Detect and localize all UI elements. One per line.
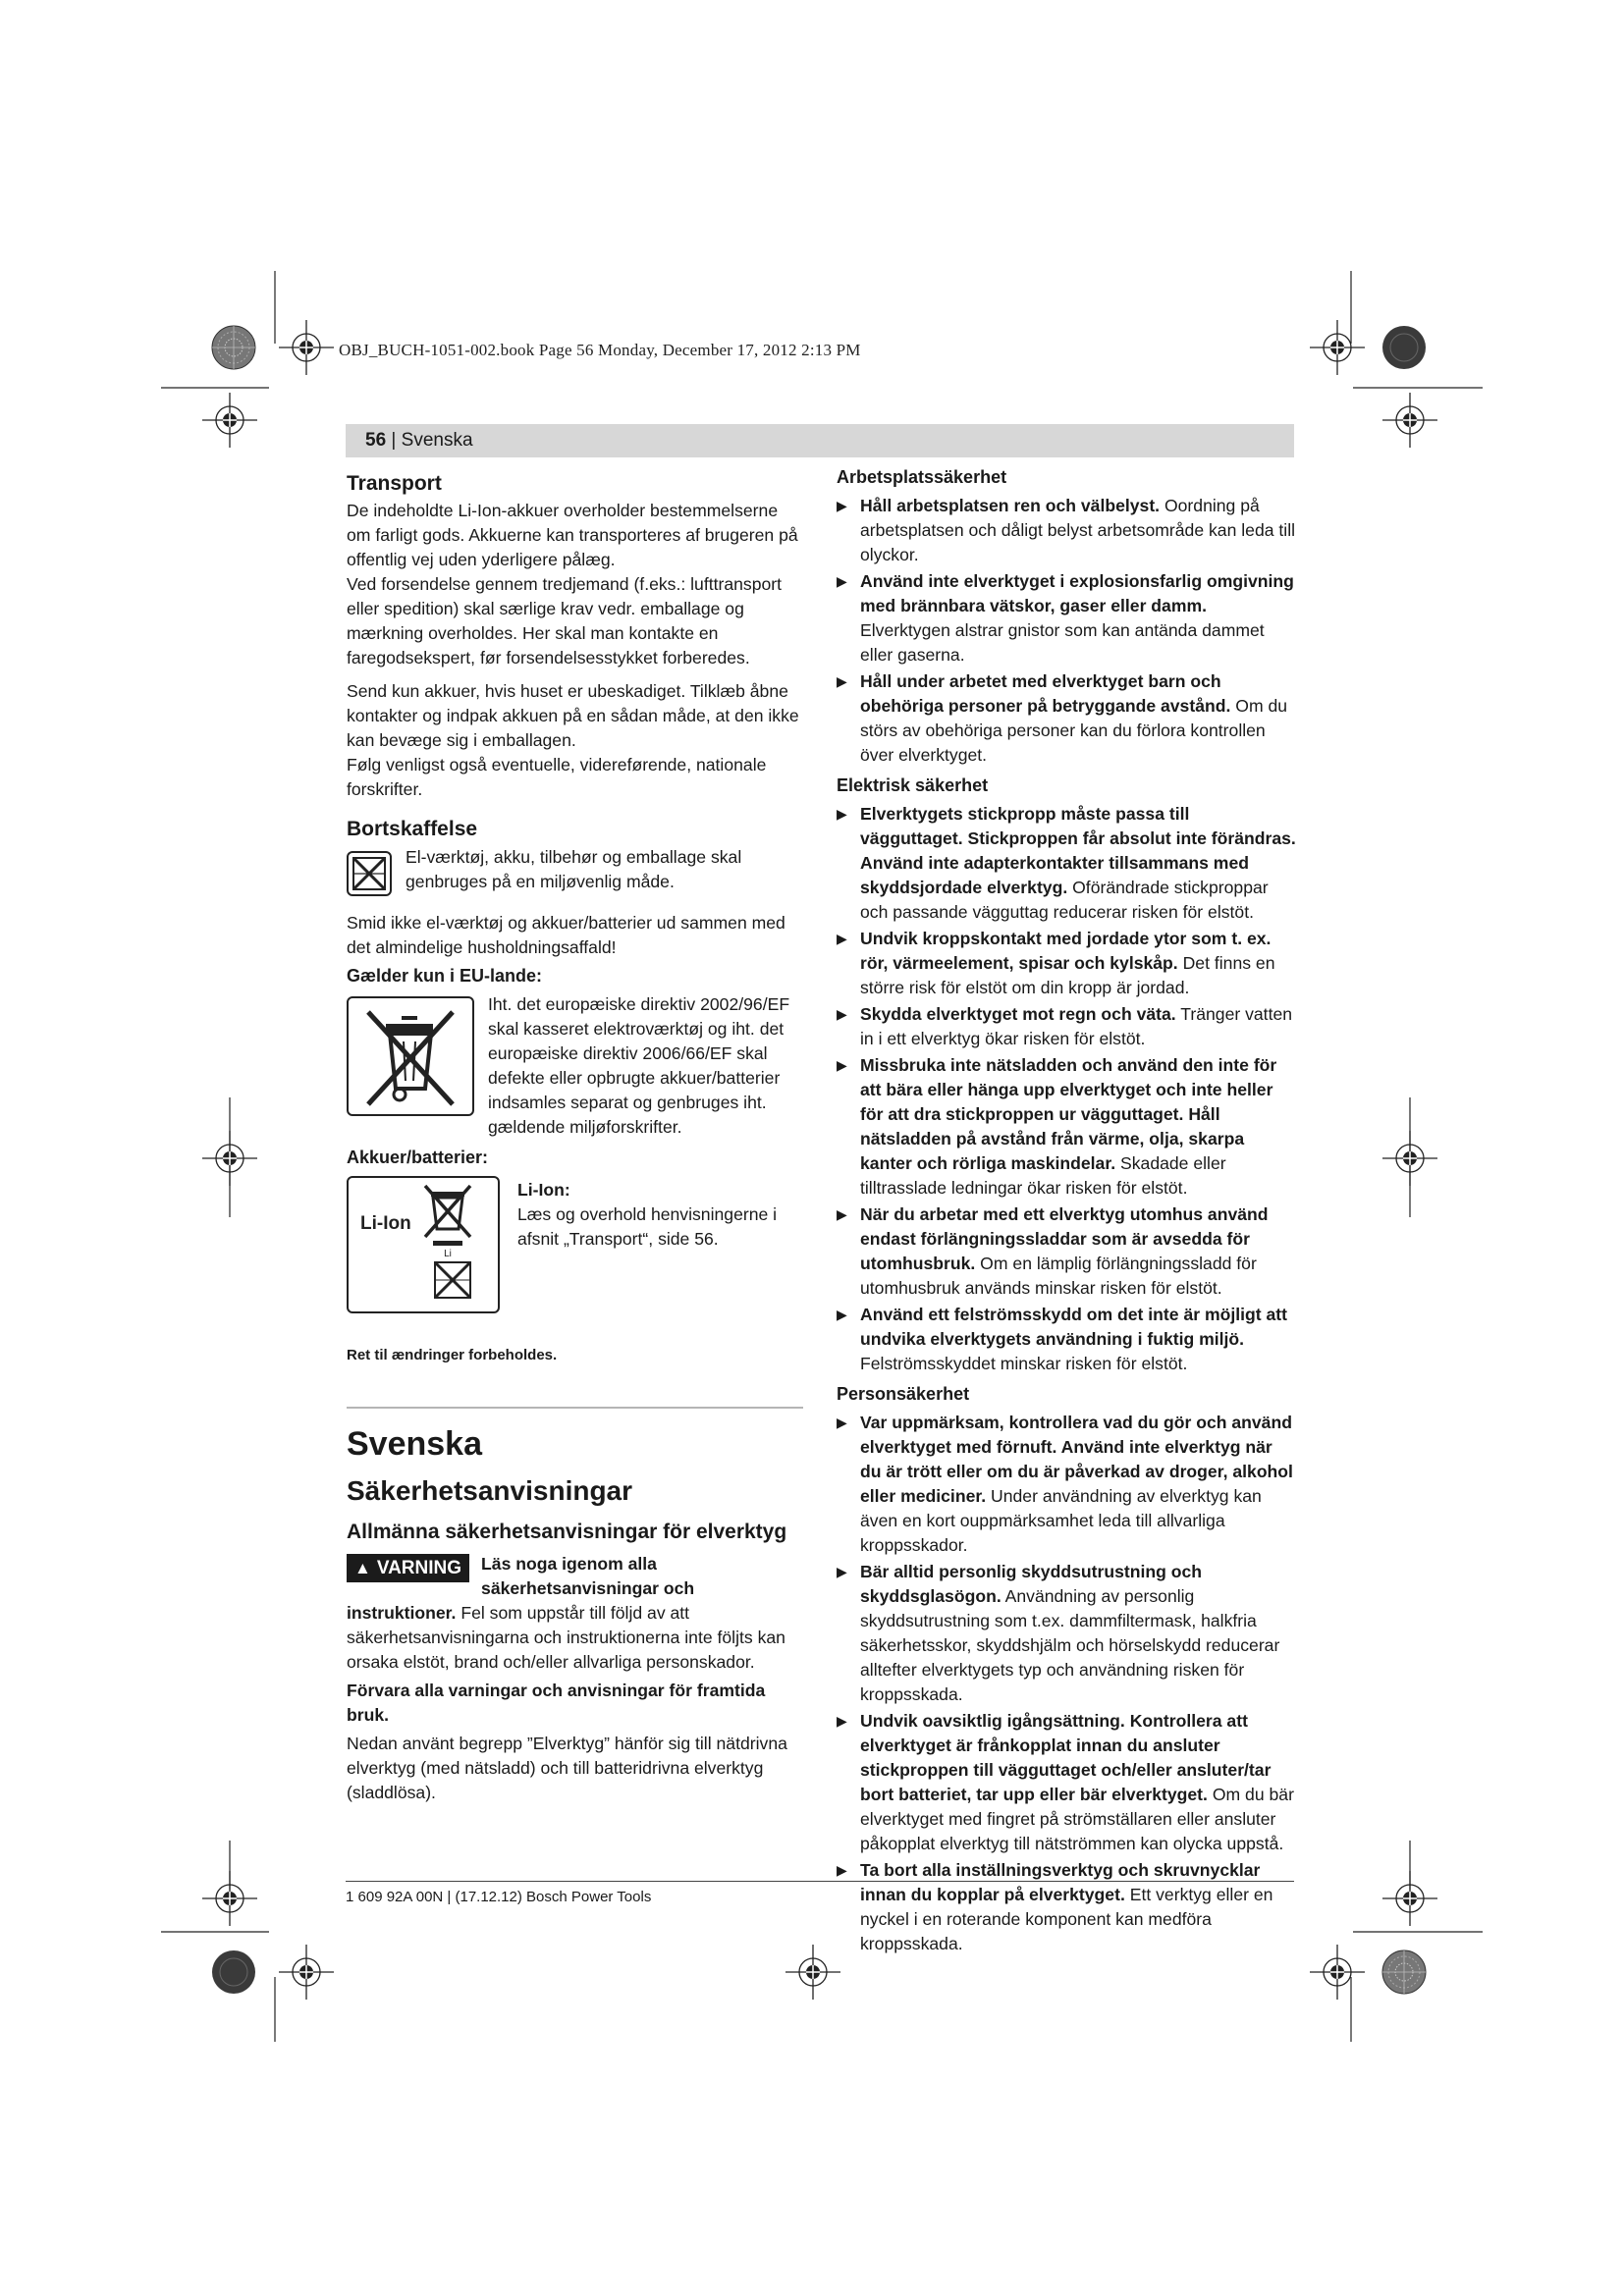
item-bold-text: Ta bort alla inställningsverktyg och skruvnycklar innan du kopplar på elverktyget. (860, 1860, 1261, 1904)
warning-triangle-icon: ▲ (354, 1559, 371, 1577)
eu-title: Gælder kun i EU-lande: (347, 966, 543, 986)
item-bold-text: Håll arbetsplatsen ren och välbelyst. (860, 496, 1161, 515)
item-bold-text: Använd inte elverktyget i explosionsfarlig omgivning med brännbara vätskor, gaser eller damm. (860, 571, 1294, 615)
battery-title: Akkuer/batterier: (347, 1148, 489, 1167)
item-text: Oförändrade stickproppar och passande vägguttag reducerar risken för elstöt. (860, 878, 1269, 922)
warning-badge (347, 1554, 469, 1582)
bullet-arrow-icon: ▶ (837, 573, 847, 589)
recycling-packaging-icon (347, 851, 392, 896)
list-item (837, 669, 1296, 768)
page-number: 56 (365, 430, 387, 451)
item-text: Användning av personlig skyddsutrustning som t.ex. dammfiltermask, halkfria säkerhetsskor, skyddshjälm och hörselskydd reducerar alltefter elverktygets typ och användning risken för kroppsskada. (860, 1586, 1280, 1704)
item-text: Om du störs av obehöriga personer kan du förlora kontrollen över elverktyget. (860, 696, 1288, 765)
header-separator: | (386, 430, 402, 451)
keep-instructions: Förvara alla varningar och anvisningar för framtida bruk. (347, 1681, 766, 1725)
item-bold-text: Undvik kroppskontakt med jordade ytor som t. ex. rör, värmeelement, spisar och kylskåp. (860, 929, 1272, 973)
item-text: Om du bär elverktyget med fingret på strömställaren eller ansluter påkopplat elverktyg till nätströmmen kan olycka uppstå. (860, 1785, 1294, 1853)
bullet-arrow-icon: ▶ (837, 1307, 847, 1322)
li-ion-recycling-icon (347, 1176, 500, 1313)
list-item (837, 1560, 1296, 1707)
list-item (837, 569, 1296, 667)
disposal-paragraph-1: El-værktøj, akku, tilbehør og emballage skal genbruges på en miljøvenlig måde. (406, 847, 742, 891)
item-text: Om en lämplig förlängningssladd för utomhusbruk används minskar risken för elstöt. (860, 1254, 1257, 1298)
warning-text: Fel som uppstår till följd av att säkerhetsanvisningarna och instruktionerna inte följts kan orsaka elstöt, brand och/eller allvarliga personskador. (347, 1603, 785, 1672)
eu-paragraph: Iht. det europæiske direktiv 2002/96/EF skal kasseret elektroværktøj og iht. det europæiske direktiv 2006/66/EF skal defekte eller opbrugte akkuer/batterier indsamles separat og genbruges iht. gældende miljøforskrifter. (488, 994, 790, 1137)
item-bold-text: Använd ett felströmsskydd om det inte är möjligt att undvika elverktygets användning i fuktig miljö. (860, 1305, 1288, 1349)
list-item (837, 1858, 1296, 1956)
item-text: Det finns en större risk för elstöt om din kropp är jordad. (860, 953, 1275, 997)
section-divider (347, 1407, 803, 1409)
bullet-arrow-icon: ▶ (837, 1206, 847, 1222)
list-item (837, 1002, 1296, 1051)
list-item (837, 1709, 1296, 1856)
li-ion-label: Li-Ion (360, 1213, 411, 1234)
print-info: OBJ_BUCH-1051-002.book Page 56 Monday, December 17, 2012 2:13 PM (339, 341, 861, 359)
li-ion-paragraph: Læs og overhold henvisningerne i afsnit „Transport“, side 56. (517, 1204, 778, 1249)
safety-title: Säkerhetsanvisningar (347, 1475, 633, 1506)
item-bold-text: När du arbetar med ett elverktyg utomhus använd endast förlängningssladdar som är avsedda för utomhusbruk. (860, 1204, 1269, 1273)
transport-paragraph-1: De indeholdte Li-Ion-akkuer overholder bestemmelserne om farligt gods. Akkuerne kan transporteres af brugeren på offentlig vej uden yderligere pålæg. (347, 501, 798, 569)
bullet-arrow-icon: ▶ (837, 931, 847, 946)
work-area-title: Arbetsplatssäkerhet (837, 467, 1007, 487)
list-item (837, 1053, 1296, 1201)
item-text: Oordning på arbetsplatsen och dåligt belyst arbetsområde kan leda till olyckor. (860, 496, 1296, 564)
item-text: Skadade eller tilltrasslade ledningar ökar risken för elstöt. (860, 1153, 1226, 1198)
personal-safety-title: Personsäkerhet (837, 1384, 970, 1404)
bullet-arrow-icon: ▶ (837, 806, 847, 822)
warning-label: VARNING (376, 1558, 462, 1578)
bullet-arrow-icon: ▶ (837, 1713, 847, 1729)
item-bold-text: Bär alltid personlig skyddsutrustning och skyddsglasögon. (860, 1562, 1203, 1606)
crossed-wheelie-bin-icon (347, 996, 474, 1116)
page-footer: 1 609 92A 00N | (17.12.12) Bosch Power Tools (346, 1889, 652, 1905)
item-text: Felströmsskyddet minskar risken för elstöt. (860, 1354, 1188, 1373)
electrical-safety-list (837, 802, 1296, 1376)
list-item (837, 802, 1296, 925)
item-bold-text: Skydda elverktyget mot regn och väta. (860, 1004, 1176, 1024)
term-paragraph: Nedan använt begrepp ”Elverktyg” hänför sig till nätdrivna elverktyg (med nätsladd) och till batteridrivna elverktyg (sladdlösa). (347, 1734, 787, 1802)
electrical-safety-title: Elektrisk säkerhet (837, 775, 989, 795)
item-text: Under användning av elverktyg kan även en kort ouppmärksamhet leda till allvarliga kroppsskador. (860, 1486, 1262, 1555)
list-item (837, 927, 1296, 1000)
reserve-note: Ret til ændringer forbeholdes. (347, 1347, 558, 1363)
bullet-arrow-icon: ▶ (837, 1057, 847, 1073)
personal-safety-list (837, 1411, 1296, 1956)
transport-paragraph-2: Ved forsendelse gennem tredjemand (f.eks.: lufttransport eller spedition) skal særlige krav vedr. emballage og mærkning overholdes. Her skal man kontakte en faregodsekspert, før forsendelsesstykket forberedes. (347, 574, 783, 667)
bullet-arrow-icon: ▶ (837, 1564, 847, 1579)
transport-paragraph-4: Følg venligst også eventuelle, videreførende, nationale forskrifter. (347, 755, 767, 799)
bullet-arrow-icon: ▶ (837, 498, 847, 513)
list-item (837, 1411, 1296, 1558)
item-bold-text: Håll under arbetet med elverktyget barn och obehöriga personer på betryggande avstånd. (860, 671, 1231, 716)
svenska-title: Svenska (347, 1425, 482, 1463)
transport-title: Transport (347, 472, 442, 495)
item-bold-text: Missbruka inte nätsladden och använd den inte för att bära eller hänga upp elverktyget och inte heller för att dra stickproppen ur vägguttaget. Håll nätsladden på avstånd från värme, olja, skarpa kanter och rörliga maskindelar. (860, 1055, 1277, 1173)
footer-rule (346, 1881, 1294, 1882)
item-bold-text: Var uppmärksam, kontrollera vad du gör och använd elverktyget med förnuft. Använd inte elverktyg när du är trött eller om du är påverkad av droger, alkohol eller mediciner. (860, 1413, 1293, 1506)
item-text: Tränger vatten in i ett elverktyg ökar risken för elstöt. (860, 1004, 1293, 1048)
li-ion-title: Li-Ion: (517, 1180, 570, 1200)
header-section: Svenska (401, 430, 473, 451)
left-column (347, 465, 803, 1805)
list-item (837, 494, 1296, 567)
page-header (346, 424, 1294, 457)
bullet-arrow-icon: ▶ (837, 1006, 847, 1022)
general-safety-title: Allmänna säkerhetsanvisningar för elverktyg (347, 1521, 787, 1543)
item-text: Ett verktyg eller en nyckel i en roterande komponent kan medföra kroppsskada. (860, 1885, 1273, 1953)
item-text: Elverktygen alstrar gnistor som kan antända dammet eller gaserna. (860, 620, 1265, 665)
bullet-arrow-icon: ▶ (837, 1415, 847, 1430)
work-area-list (837, 494, 1296, 768)
bullet-arrow-icon: ▶ (837, 1862, 847, 1878)
list-item (837, 1202, 1296, 1301)
disposal-paragraph-2: Smid ikke el-værktøj og akkuer/batterier ud sammen med det almindelige husholdningsaffald! (347, 913, 785, 957)
bullet-arrow-icon: ▶ (837, 673, 847, 689)
item-bold-text: Elverktygets stickpropp måste passa till vägguttaget. Stickproppen får absolut inte förändras. Använd inte adapterkontakter tillsammans med skyddsjordade elverktyg. (860, 804, 1296, 897)
right-column (837, 465, 1296, 1958)
li-small-label: Li (444, 1249, 452, 1259)
disposal-title: Bortskaffelse (347, 818, 478, 840)
transport-paragraph-3: Send kun akkuer, hvis huset er ubeskadiget. Tilklæb åbne kontakter og indpak akkuen på en sådan måde, at den ikke kan bevæge sig i emballagen. (347, 681, 799, 750)
item-bold-text: Undvik oavsiktlig igångsättning. Kontrollera att elverktyget är frånkopplat innan du ansluter stickproppen till vägguttaget och/eller ansluter/tar bort batteriet, tar upp eller bär elverktyget. (860, 1711, 1272, 1804)
list-item (837, 1303, 1296, 1376)
warning-bold-text: Läs noga igenom alla säkerhetsanvisningar och instruktioner. (347, 1554, 695, 1623)
